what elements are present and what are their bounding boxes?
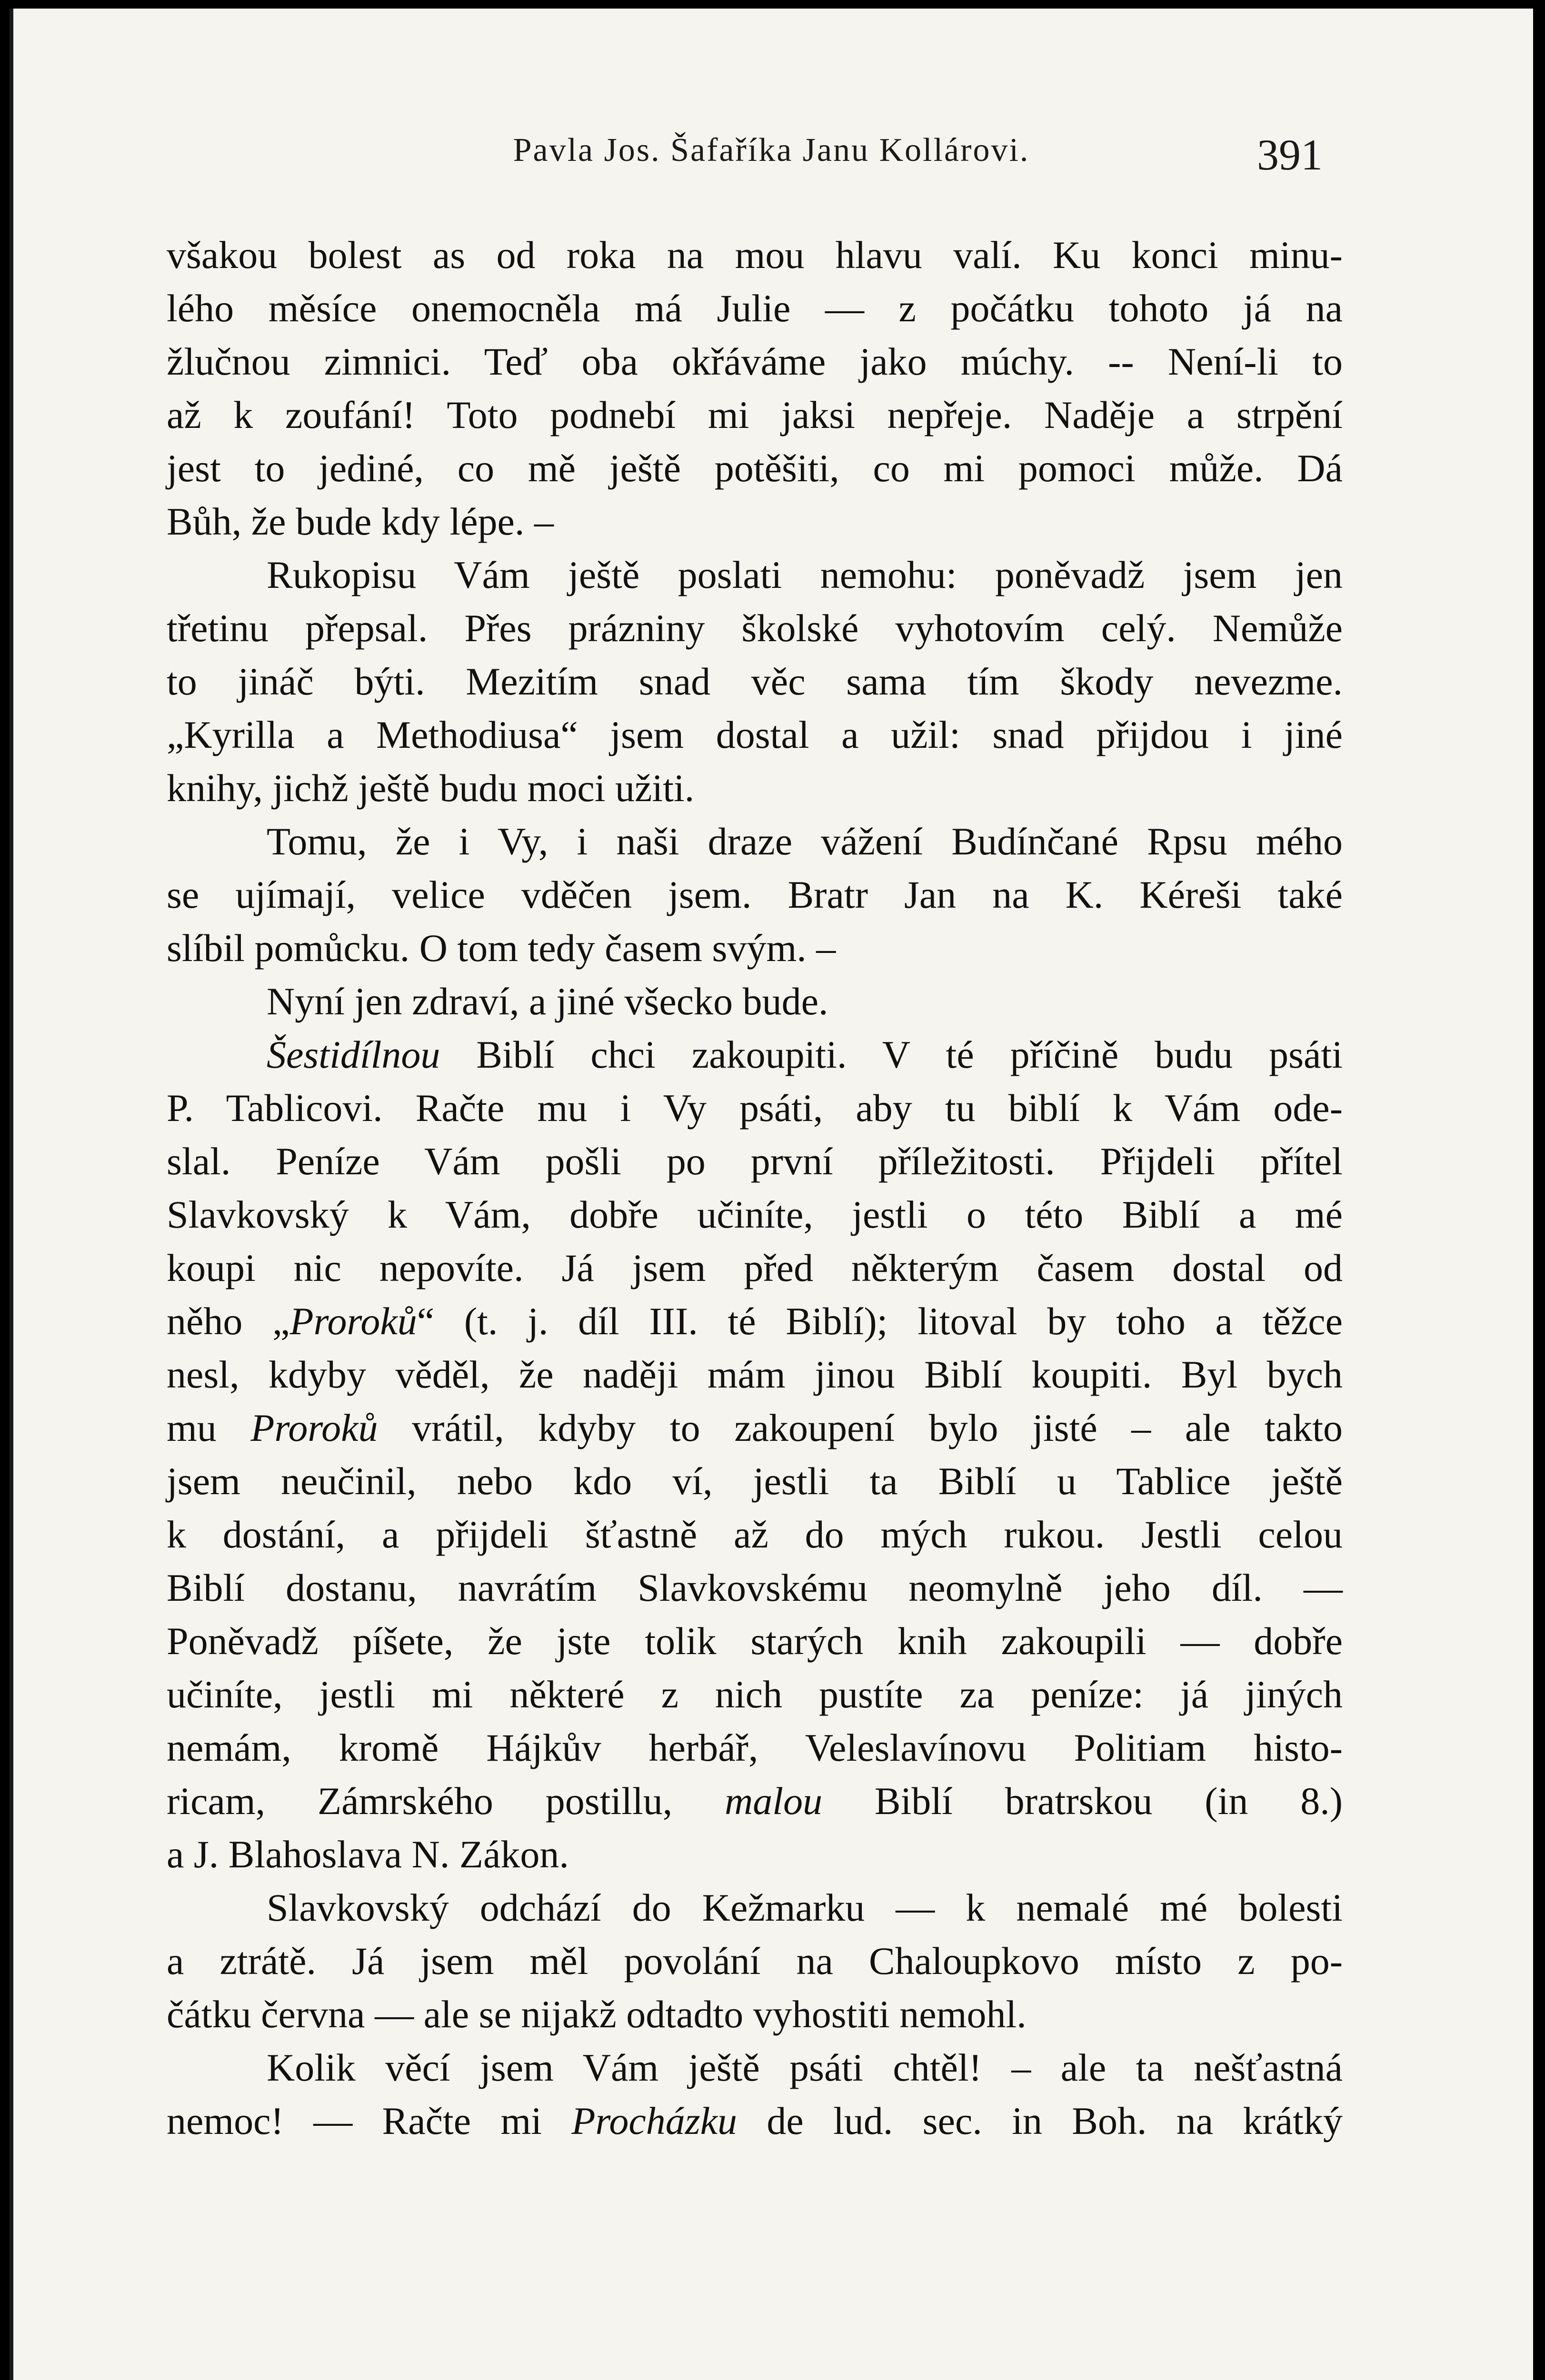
text-segment: všakou bolest as od roka na mou hlavu valí. Ku konci minu-: [167, 233, 1343, 277]
text-line: [167, 975, 1343, 1028]
text-line: [167, 922, 1343, 975]
text-line: [167, 1934, 1343, 1988]
text-line: [167, 1081, 1343, 1135]
text-segment: až k zoufání! Toto podnebí mi jaksi nepřeje. Naděje a strpění: [167, 393, 1343, 436]
text-line: [167, 228, 1343, 282]
text-segment: k dostání, a přijdeli šťastně až do mých rukou. Jestli celou: [167, 1513, 1343, 1556]
text-line: [167, 1508, 1343, 1561]
text-line: [167, 1775, 1343, 1828]
text-segment: učiníte, jestli mi některé z nich pustíte za peníze: já jiných: [167, 1673, 1343, 1716]
text-line: [167, 335, 1343, 388]
text-line: [167, 1348, 1343, 1401]
text-segment: Rukopisu Vám ještě poslati nemohu: poněvadž jsem jen: [267, 553, 1343, 596]
text-segment: jsem neučinil, nebo kdo ví, jestli ta Biblí u Tablice ještě: [167, 1459, 1343, 1503]
text-segment: nemoc! — Račte mi: [167, 2099, 572, 2142]
text-line: [167, 1295, 1343, 1348]
text-line: [167, 1401, 1343, 1455]
text-line: [167, 602, 1343, 655]
text-line: [167, 442, 1343, 495]
text-segment: Tomu, že i Vy, i naši draze vážení Budínčané Rpsu mého: [267, 820, 1343, 863]
text-segment: a ztrátě. Já jsem měl povolání na Chaloupkovo místo z po-: [167, 1939, 1343, 1983]
page-header: [10, 123, 1533, 179]
text-line: [167, 1668, 1343, 1721]
italic-text: Procházku: [571, 2099, 738, 2142]
body-text: [167, 228, 1343, 2148]
text-line: [167, 548, 1343, 602]
text-line: [167, 1561, 1343, 1615]
text-line: [167, 868, 1343, 922]
text-segment: třetinu přepsal. Přes prázniny školské vyhotovím celý. Nemůže: [167, 606, 1343, 650]
text-line: [167, 1988, 1343, 2041]
text-segment: knihy, jichž ještě budu moci užiti.: [167, 766, 695, 810]
text-segment: Nyní jen zdraví, a jiné všecko bude.: [267, 980, 828, 1023]
text-line: [167, 1615, 1343, 1668]
text-segment: nemám, kromě Hájkův herbář, Veleslavínovu Politiam histo-: [167, 1726, 1343, 1769]
text-segment: Poněvadž píšete, že jste tolik starých knih zakoupili — dobře: [167, 1619, 1343, 1663]
text-line: [167, 2094, 1343, 2148]
text-segment: de lud. sec. in Boh. na krátký: [737, 2099, 1343, 2142]
text-segment: slal. Peníze Vám pošli po první příležitosti. Přijdeli přítel: [167, 1140, 1343, 1183]
text-segment: ricam, Zámrského postillu,: [167, 1779, 725, 1823]
italic-text: malou: [725, 1779, 823, 1823]
text-segment: Biblí dostanu, navrátím Slavkovskému neomylně jeho díl. —: [167, 1566, 1343, 1609]
text-line: [167, 1135, 1343, 1188]
text-segment: Slavkovský odchází do Kežmarku — k nemalé mé bolesti: [267, 1886, 1343, 1929]
text-line: [167, 1881, 1343, 1934]
italic-text: Proroků: [289, 1299, 417, 1343]
italic-text: Proroků: [250, 1406, 378, 1449]
text-line: [167, 1721, 1343, 1775]
text-segment: něho „: [167, 1299, 290, 1343]
text-segment: a J. Blahoslava N. Zákon.: [167, 1833, 569, 1876]
text-line: [167, 282, 1343, 335]
text-line: [167, 762, 1343, 815]
text-segment: lého měsíce onemocněla má Julie — z počátku tohoto já na: [167, 287, 1343, 330]
text-segment: slíbil pomůcku. O tom tedy časem svým. –: [167, 926, 836, 970]
text-segment: čátku června — ale se nijakž odtadto vyhostiti nemohl.: [167, 1993, 1027, 2036]
text-segment: Biblí chci zakoupiti. V té příčině budu psáti: [440, 1033, 1343, 1076]
text-segment: Bůh, že bude kdy lépe. –: [167, 500, 554, 543]
text-line: [167, 708, 1343, 762]
text-line: [167, 1241, 1343, 1295]
book-page: [10, 9, 1533, 2380]
text-segment: Slavkovský k Vám, dobře učiníte, jestli o této Biblí a mé: [167, 1193, 1343, 1236]
text-segment: jest to jediné, co mě ještě potěšiti, co mi pomoci může. Dá: [167, 446, 1343, 490]
text-segment: P. Tablicovi. Račte mu i Vy psáti, aby tu biblí k Vám ode-: [167, 1086, 1343, 1130]
running-head: Pavla Jos. Šafaříka Janu Kollárovi.: [513, 132, 1030, 169]
text-line: [167, 1028, 1343, 1081]
text-segment: se ujímají, velice vděčen jsem. Bratr Jan na K. Kéreši také: [167, 873, 1343, 916]
text-segment: to jináč býti. Mezitím snad věc sama tím škody nevezme.: [167, 660, 1343, 703]
text-line: [167, 2041, 1343, 2094]
italic-text: Šestidílnou: [267, 1033, 440, 1076]
text-line: [167, 815, 1343, 868]
text-segment: nesl, kdyby věděl, že naději mám jinou Biblí koupiti. Byl bych: [167, 1353, 1343, 1396]
page-number: 391: [1257, 130, 1323, 179]
text-segment: Kolik věcí jsem Vám ještě psáti chtěl! – ale ta nešťastná: [267, 2046, 1343, 2089]
text-line: [167, 1455, 1343, 1508]
text-segment: koupi nic nepovíte. Já jsem před některým časem dostal od: [167, 1246, 1343, 1289]
text-segment: Biblí bratrskou (in 8.): [822, 1779, 1343, 1823]
text-line: [167, 495, 1343, 548]
text-segment: vrátil, kdyby to zakoupení bylo jisté – ale takto: [378, 1406, 1343, 1449]
text-segment: mu: [167, 1406, 251, 1449]
text-segment: „Kyrilla a Methodiusa“ jsem dostal a užil: snad přijdou i jiné: [167, 713, 1343, 756]
text-line: [167, 1188, 1343, 1241]
text-line: [167, 1828, 1343, 1881]
text-line: [167, 388, 1343, 442]
text-segment: “ (t. j. díl III. té Biblí); litoval by toho a těžce: [417, 1299, 1343, 1343]
text-segment: žlučnou zimnici. Teď oba okřáváme jako múchy. -- Není-li to: [167, 340, 1343, 383]
text-line: [167, 655, 1343, 708]
